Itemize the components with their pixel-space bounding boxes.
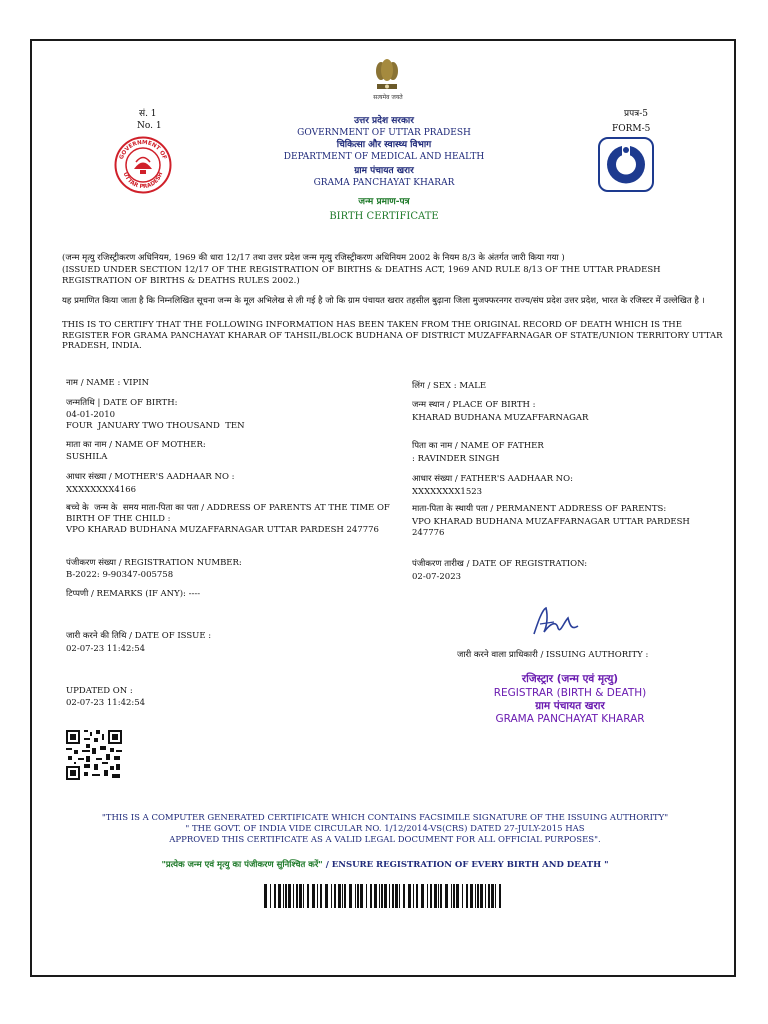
issue-date-label: जारी करने की तिथि / DATE OF ISSUE : — [66, 631, 212, 641]
barcode[interactable] — [264, 884, 504, 908]
issued-under-text: (ISSUED UNDER SECTION 12/17 OF THE REGISTRATION OF BIRTHS & DEATHS ACT, 1969 AND RULE 8/13 OF THE UTTAR PRADESH REGISTRATION OF BIRTHS & DEATHS RULES 2002.) — [62, 265, 661, 286]
mother-aadhaar-label: आधार संख्या / MOTHER'S AADHAAR NO : — [66, 472, 235, 482]
emblem-motto: सत्यमेव जयते — [373, 94, 403, 101]
issue-date-value: 02-07-23 11:42:54 — [66, 644, 146, 654]
father-aadhaar-label: आधार संख्या / FATHER'S AADHAAR NO: — [412, 474, 573, 484]
dept-name: DEPARTMENT OF MEDICAL AND HEALTH — [283, 152, 485, 162]
dob-value: 04-01-2010 — [66, 410, 116, 420]
mother-aadhaar-value: XXXXXXXX4166 — [66, 485, 137, 495]
legal-document-note: APPROVED THIS CERTIFICATE AS A VALID LEGAL DOCUMENT FOR ALL OFFICIAL PURPOSES". — [169, 835, 601, 845]
registrar-panchayat: GRAMA PANCHAYAT KHARAR — [495, 713, 645, 725]
seal-text-bottom: UTTAR PRADESH — [121, 171, 165, 191]
serial-number: No. 1 — [137, 121, 162, 131]
computer-generated-note: "THIS IS A COMPUTER GENERATED CERTIFICATE WHICH CONTAINS FACSIMILE SIGNATURE OF THE ISSUING AUTHORITY" — [101, 813, 669, 823]
registrar-title: REGISTRAR (BIRTH & DEATH) — [493, 687, 647, 699]
address-at-birth-value: VPO KHARAD BUDHANA MUZAFFARNAGAR UTTAR PARDESH 247776 — [66, 525, 379, 535]
govt-hindi: उत्तर प्रदेश सरकार — [354, 116, 414, 126]
qr-code[interactable] — [66, 730, 122, 780]
national-emblem-icon — [372, 58, 402, 92]
sex: लिंग / SEX : MALE — [412, 381, 487, 391]
panchayat-hindi: ग्राम पंचायत खरार — [354, 166, 414, 176]
up-government-seal-icon — [114, 136, 172, 194]
remarks: टिप्पणी / REMARKS (IF ANY): ---- — [66, 589, 201, 599]
seal-text-top: GOVERNMENT OF — [118, 139, 168, 161]
certificate-title: BIRTH CERTIFICATE — [329, 211, 439, 222]
mother-name-label: माता का नाम / NAME OF MOTHER: — [66, 440, 206, 450]
registration-date-value: 02-07-2023 — [412, 572, 462, 582]
registrar-panchayat-hindi: ग्राम पंचायत खरार — [535, 700, 605, 712]
registrar-signature — [528, 600, 582, 642]
registrar-title-hindi: रजिस्ट्रार (जन्म एवं मृत्यु) — [521, 673, 619, 685]
form-number: FORM-5 — [612, 124, 651, 134]
slogan-hindi: "प्रत्येक जन्म एवं मृत्यु का पंजीकरण सुनिश्चित करें" — [161, 860, 323, 870]
place-of-birth-label: जन्म स्थान / PLACE OF BIRTH : — [412, 400, 536, 410]
registration-date-label: पंजीकरण तारीख / DATE OF REGISTRATION: — [412, 559, 588, 569]
dept-hindi: चिकित्सा और स्वास्थ्य विभाग — [336, 140, 432, 150]
dob-words: FOUR JANUARY TWO THOUSAND TEN — [66, 421, 245, 431]
certify-hindi: यह प्रमाणित किया जाता है कि निम्नलिखित सूचना जन्म के मूल अभिलेख से ली गई है जो कि ग्राम पंचायत खरार तहसील बुढ़ाना जिला मुजफ्फरनगर राज्य/संघ प्रदेश उत्तर प्रदेश, भारत के रजिस्टर में उल्लेखित है । — [62, 296, 705, 306]
registration-slogan — [40, 860, 730, 871]
permanent-address-value: VPO KHARAD BUDHANA MUZAFFARNAGAR UTTAR PARDESH 247776 — [412, 517, 690, 538]
certificate-title-hindi: जन्म प्रमाण-पत्र — [358, 197, 410, 207]
form-hindi: प्रपत्र-5 — [624, 109, 648, 119]
permanent-address-label: माता-पिता के स्थायी पता / PERMANENT ADDRESS OF PARENTS: — [412, 504, 667, 514]
updated-on-label: UPDATED ON : — [66, 686, 133, 696]
mother-name-value: SUSHILA — [66, 452, 108, 462]
father-name-value: : RAVINDER SINGH — [412, 454, 500, 464]
father-name-label: पिता का नाम / NAME OF FATHER — [412, 441, 544, 451]
serial-hindi: सं. 1 — [139, 109, 157, 119]
registration-number-value: B-2022: 9-90347-005758 — [66, 570, 174, 580]
govt-circular-note: " THE GOVT. OF INDIA VIDE CIRCULAR NO. 1/12/2014-VS(CRS) DATED 27-JULY-2015 HAS — [185, 824, 585, 834]
issuing-authority-label: जारी करने वाला प्राधिकारी / ISSUING AUTHORITY : — [457, 650, 649, 660]
certify-text: THIS IS TO CERTIFY THAT THE FOLLOWING INFORMATION HAS BEEN TAKEN FROM THE ORIGINAL RECORD OF DEATH WHICH IS THE REGISTER FOR GRAMA PANCHAYAT KHARAR OF TAHSIL/BLOCK BUDHANA OF DISTRICT MUZAFFARNAGAR OF STATE/UNION TERRITORY UTTAR PRADESH, INDIA. — [62, 320, 723, 351]
address-at-birth-label: बच्चे के जन्म के समय माता-पिता का पता / ADDRESS OF PARENTS AT THE TIME OF BIRTH OF THE CHILD : — [66, 503, 393, 524]
panchayat-name: GRAMA PANCHAYAT KHARAR — [313, 178, 455, 188]
issued-under-hindi: (जन्म मृत्यु रजिस्ट्रीकरण अधिनियम, 1969 की धारा 12/17 तथा उत्तर प्रदेश जन्म मृत्यु रजिस्ट्रीकरण अधिनियम 2002 के नियम 8/3 के अंतर्गत जारी किया गया ) — [62, 253, 565, 263]
place-of-birth-value: KHARAD BUDHANA MUZAFFARNAGAR — [412, 413, 589, 423]
registration-number-label: पंजीकरण संख्या / REGISTRATION NUMBER: — [66, 558, 242, 568]
govt-name: GOVERNMENT OF UTTAR PRADESH — [297, 128, 471, 138]
slogan-text: / ENSURE REGISTRATION OF EVERY BIRTH AND DEATH " — [322, 860, 609, 870]
father-aadhaar-value: XXXXXXXX1523 — [412, 487, 483, 497]
crs-logo-icon — [598, 137, 654, 192]
dob-label: जन्मतिथि | DATE OF BIRTH: — [66, 398, 178, 408]
child-name: नाम / NAME : VIPIN — [66, 378, 150, 388]
updated-on-value: 02-07-23 11:42:54 — [66, 698, 146, 708]
